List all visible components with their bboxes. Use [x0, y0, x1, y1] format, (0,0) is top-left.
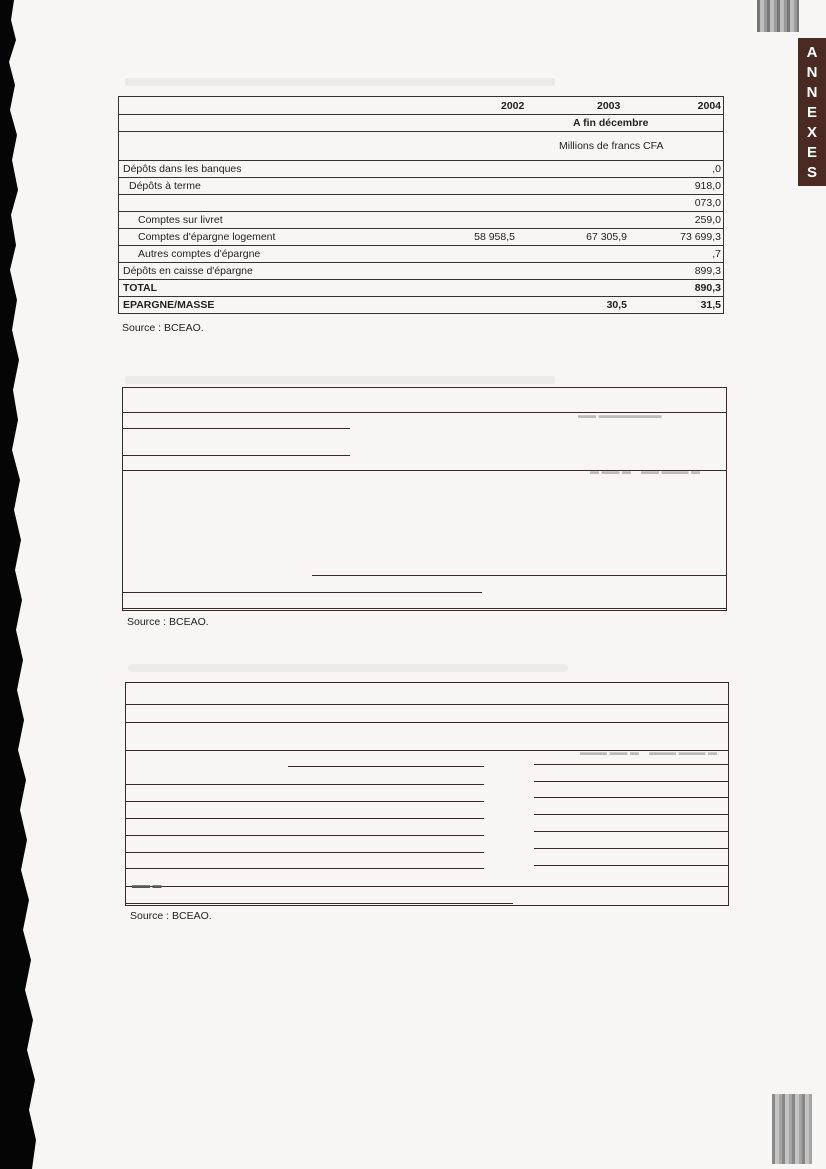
table-rule	[125, 903, 513, 904]
table-rule	[534, 865, 728, 866]
table-rule	[312, 575, 726, 576]
unit-header: Millions de francs CFA	[559, 140, 664, 152]
tab-letter: N	[806, 83, 818, 101]
table-rule	[534, 764, 728, 765]
table-rule	[534, 797, 728, 798]
illegible-text: ▬▬▬ ▬▬ ▬ ▬▬▬ ▬▬▬ ▬	[580, 747, 718, 757]
tab-letter: N	[806, 63, 818, 81]
table-rule	[534, 831, 728, 832]
table-rule	[125, 852, 484, 853]
period-header: A fin décembre	[573, 117, 649, 129]
table-rule	[125, 886, 728, 887]
year-header: 2004	[697, 99, 721, 112]
table-rule	[122, 428, 350, 429]
row-label: Dépôts dans les banques	[123, 163, 242, 175]
savings-deposits-table	[118, 96, 724, 314]
value-2004: 918,0	[694, 180, 721, 192]
year-header: 2003	[597, 99, 621, 112]
row-label: Comptes sur livret	[138, 214, 223, 226]
value-2004: 890,3	[694, 282, 721, 294]
decorative-stripes-top	[757, 0, 799, 32]
value-2004: ,7	[712, 248, 721, 260]
table-rule	[288, 766, 484, 767]
tab-letter: S	[806, 163, 817, 181]
tab-letter: E	[806, 143, 817, 161]
table-rule	[125, 868, 484, 869]
tab-letter: E	[806, 103, 817, 121]
table-row	[119, 178, 723, 195]
table-row	[119, 263, 723, 280]
illegible-text: ▬▬ ▬▬▬▬▬▬▬	[578, 410, 662, 420]
table-rule	[122, 608, 726, 609]
table-rule	[125, 818, 484, 819]
value-2003: 30,5	[606, 299, 627, 311]
value-2003: 67 305,9	[586, 231, 627, 243]
table-rule	[125, 722, 728, 723]
tab-letter: X	[806, 123, 817, 141]
value-2004: 259,0	[694, 214, 721, 226]
table-rule	[125, 784, 484, 785]
row-label: Comptes d'épargne logement	[138, 231, 276, 243]
table-rule	[122, 455, 350, 456]
faded-title	[125, 78, 555, 86]
faded-table	[122, 387, 727, 611]
torn-page-edge	[0, 0, 40, 1169]
table-row	[119, 297, 723, 314]
faded-table	[125, 682, 729, 906]
faded-title	[128, 664, 568, 672]
table-row	[119, 246, 723, 263]
value-2004: 899,3	[694, 265, 721, 277]
row-label: Dépôts à terme	[129, 180, 201, 192]
table-row	[119, 195, 723, 212]
header-unit-row	[119, 132, 723, 161]
source-note: Source : BCEAO.	[127, 616, 209, 628]
value-2002: 58 958,5	[474, 231, 515, 243]
table-rule	[125, 835, 484, 836]
row-label: Autres comptes d'épargne	[138, 248, 261, 260]
annexes-side-tab	[798, 38, 826, 186]
value-2004: ,0	[712, 163, 721, 175]
value-2004: 73 699,3	[680, 231, 721, 243]
table-row	[119, 161, 723, 178]
table-rule	[125, 801, 484, 802]
row-label: TOTAL	[123, 282, 158, 294]
value-2004: 073,0	[694, 197, 721, 209]
table-rule	[125, 704, 728, 705]
illegible-text: ▬▬ ▬	[132, 880, 162, 890]
illegible-text: ▬ ▬▬ ▬ ▬▬ ▬▬▬ ▬	[590, 466, 701, 476]
table-row	[119, 229, 723, 246]
faded-title	[125, 376, 555, 384]
table-row	[119, 280, 723, 297]
table-rule	[534, 848, 728, 849]
table-rule	[534, 814, 728, 815]
tab-letter: A	[806, 43, 818, 61]
header-years-row	[119, 97, 723, 115]
row-label: EPARGNE/MASSE	[123, 299, 215, 311]
table-rule	[534, 781, 728, 782]
table-rule	[122, 592, 482, 593]
table-row	[119, 212, 723, 229]
decorative-stripes-bottom	[772, 1094, 812, 1164]
source-note: Source : BCEAO.	[122, 322, 204, 334]
header-period-row	[119, 115, 723, 132]
row-label: Dépôts en caisse d'épargne	[123, 265, 253, 277]
value-2004: 31,5	[700, 299, 721, 311]
year-header: 2002	[501, 99, 525, 112]
source-note: Source : BCEAO.	[130, 910, 212, 922]
